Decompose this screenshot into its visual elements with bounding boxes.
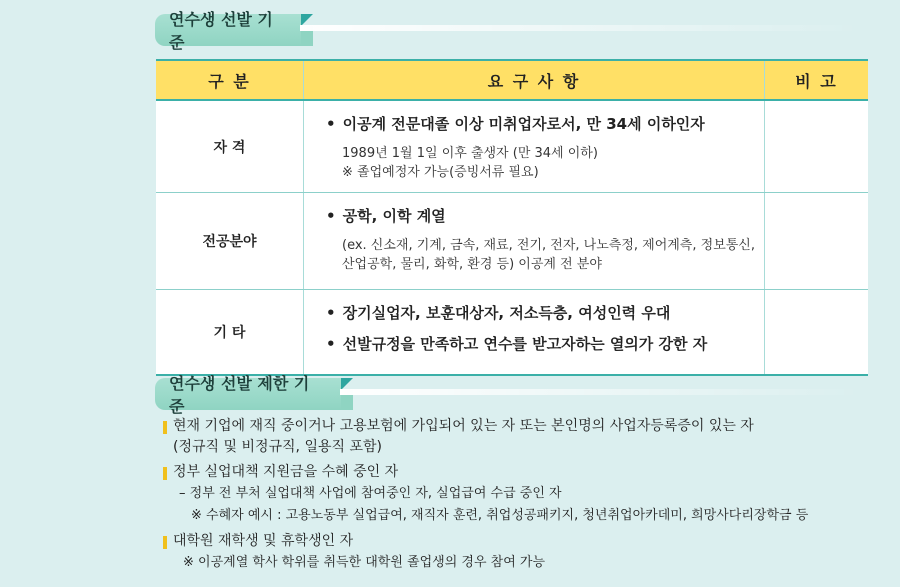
section-title-restriction-criteria [155, 374, 341, 416]
restriction-list [163, 416, 883, 574]
table-row [156, 100, 868, 193]
row-note [765, 100, 869, 193]
section-rule [300, 25, 860, 31]
restriction-reference: ※ 수혜자 예시 : 고용노동부 실업급여, 재직자 훈련, 취업성공패키지, 청년취업아카데미, 희망사다리장학금 등 [191, 508, 809, 523]
row-category: 전공분야 [156, 193, 304, 290]
yellow-bar-icon [163, 536, 167, 549]
requirement-detail: (ex. 신소재, 기계, 금속, 재료, 전기, 전자, 나노측정, 제어계측, 정보통신, [342, 238, 755, 253]
header-requirements: 요 구 사 항 [304, 60, 765, 100]
row-note [765, 193, 869, 290]
list-item [163, 462, 883, 483]
requirement-detail: 1989년 1월 1일 이후 출생자 (만 34세 이하) [342, 146, 598, 161]
restriction-detail: – 정부 전 부처 실업대책 사업에 참여중인 자, 실업급여 수급 중인 자 [179, 486, 562, 501]
restriction-continuation: (정규직 및 비정규직, 일용직 포함) [173, 439, 382, 455]
header-category: 구 분 [156, 60, 304, 100]
table-header-row [156, 60, 868, 100]
requirement-bullet: • 선발규정을 만족하고 연수를 받고자하는 열의가 강한 자 [326, 333, 764, 354]
section-title-text: 연수생 선발 제한 기준 [169, 374, 310, 416]
requirement-detail: ※ 졸업예정자 가능(증빙서류 필요) [342, 165, 539, 180]
table-row [156, 290, 868, 376]
row-requirements [304, 193, 765, 290]
table-row [156, 193, 868, 290]
row-requirements [304, 100, 765, 193]
restriction-text: 대학원 재학생 및 휴학생인 자 [173, 533, 354, 549]
list-item [163, 531, 883, 552]
row-note [765, 290, 869, 376]
requirement-bullet: • 공학, 이학 계열 [326, 205, 764, 226]
yellow-bar-icon [163, 467, 167, 480]
header-note: 비 고 [765, 60, 869, 100]
list-item [163, 416, 883, 437]
restriction-text: 정부 실업대책 지원금을 수혜 중인 자 [173, 464, 399, 480]
requirement-bullet: • 장기실업자, 보훈대상자, 저소득층, 여성인력 우대 [326, 302, 764, 323]
section-title-selection-criteria [155, 10, 301, 52]
restriction-reference: ※ 이공계열 학사 학위를 취득한 대학원 졸업생의 경우 참여 가능 [183, 555, 546, 570]
requirement-detail: 산업공학, 물리, 화학, 환경 등) 이공계 전 분야 [342, 257, 602, 272]
selection-criteria-table [156, 59, 868, 376]
requirement-bullet: • 이공계 전문대졸 이상 미취업자로서, 만 34세 이하인자 [326, 113, 764, 134]
row-category: 기 타 [156, 290, 304, 376]
section-title-text: 연수생 선발 기준 [169, 10, 273, 52]
yellow-bar-icon [163, 421, 167, 434]
section-rule [340, 389, 860, 395]
row-requirements [304, 290, 765, 376]
row-category: 자 격 [156, 100, 304, 193]
restriction-text: 현재 기업에 재직 중이거나 고용보험에 가입되어 있는 자 또는 본인명의 사업자등록증이 있는 자 [173, 418, 754, 434]
